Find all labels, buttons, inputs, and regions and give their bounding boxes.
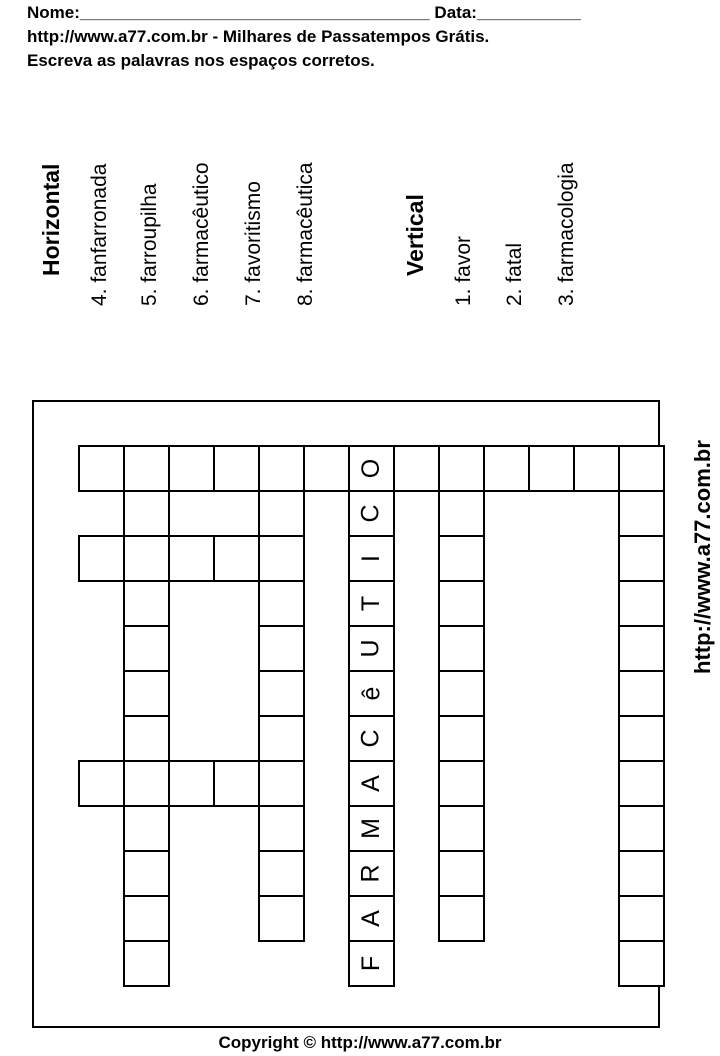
grid-cell[interactable] [618,715,665,762]
grid-cell[interactable] [123,895,170,942]
grid-cell[interactable] [168,445,215,492]
grid-cell[interactable] [438,625,485,672]
grid-cell[interactable] [123,580,170,627]
cell-letter: T [357,595,385,612]
grid-cell[interactable] [618,895,665,942]
grid-cell[interactable] [618,535,665,582]
grid-cell[interactable] [438,715,485,762]
grid-cell-filled [348,895,395,942]
grid-cell[interactable] [618,580,665,627]
grid-cell-filled [348,940,395,987]
clue-vertical-3: 3. farmacologia [555,162,578,306]
grid-cell-filled [348,535,395,582]
grid-cell[interactable] [78,445,125,492]
grid-cell-filled [348,850,395,897]
clue-vertical-2: 2. fatal [503,242,526,306]
grid-cell[interactable] [303,445,350,492]
side-url: http://www.a77.com.br [690,440,715,674]
grid-cell[interactable] [618,805,665,852]
grid-cell-filled [348,805,395,852]
grid-cell[interactable] [258,715,305,762]
clue-horizontal-7: 7. favoritismo [242,181,265,306]
grid-cell[interactable] [258,580,305,627]
site-title: http://www.a77.com.br - Milhares de Passatempos Grátis. [27,27,490,46]
grid-cell[interactable] [438,445,485,492]
grid-cell[interactable] [123,805,170,852]
vertical-heading: Vertical [402,194,428,276]
cell-letter: ê [357,686,385,701]
grid-cell[interactable] [168,535,215,582]
grid-cell[interactable] [528,445,575,492]
grid-cell-filled [348,715,395,762]
instructions: Escreva as palavras nos espaços corretos. [27,51,375,70]
copyright-footer: Copyright © http://www.a77.com.br [218,1033,502,1052]
grid-cell[interactable] [123,445,170,492]
cell-letter: M [356,818,385,839]
grid-cell[interactable] [168,760,215,807]
clue-horizontal-8: 8. farmacêutica [294,162,317,306]
grid-cell[interactable] [618,670,665,717]
horizontal-heading: Horizontal [38,163,64,276]
grid-cell-filled [348,445,395,492]
grid-cell[interactable] [123,535,170,582]
grid-cell[interactable] [438,535,485,582]
grid-cell-filled [348,580,395,627]
grid-cell[interactable] [438,490,485,537]
grid-cell[interactable] [213,760,260,807]
grid-cell[interactable] [123,940,170,987]
grid-cell[interactable] [258,670,305,717]
grid-cell[interactable] [618,490,665,537]
clue-horizontal-4: 4. fanfarronada [88,163,111,306]
grid-cell[interactable] [438,670,485,717]
grid-cell[interactable] [438,580,485,627]
grid-cell-filled [348,760,395,807]
grid-cell[interactable] [393,445,440,492]
grid-cell[interactable] [123,715,170,762]
grid-cell-filled [348,670,395,717]
cell-letter: C [357,729,385,748]
cell-letter: U [357,639,385,658]
grid-cell[interactable] [213,535,260,582]
cell-letter: O [356,458,385,479]
grid-cell[interactable] [438,805,485,852]
cell-letter: A [357,910,385,927]
cell-letter: F [357,955,385,972]
cell-letter: R [357,864,385,883]
grid-cell[interactable] [618,940,665,987]
grid-cell[interactable] [123,625,170,672]
cell-letter: A [357,775,385,792]
clue-horizontal-5: 5. farroupilha [138,183,161,306]
grid-cell[interactable] [123,850,170,897]
grid-cell[interactable] [258,490,305,537]
grid-cell[interactable] [213,445,260,492]
grid-cell[interactable] [258,625,305,672]
grid-cell[interactable] [438,895,485,942]
grid-cell[interactable] [258,895,305,942]
grid-cell[interactable] [78,760,125,807]
cell-letter: C [357,504,385,523]
grid-cell[interactable] [258,760,305,807]
grid-cell[interactable] [123,670,170,717]
grid-cell-filled [348,490,395,537]
grid-cell[interactable] [258,535,305,582]
grid-cell[interactable] [573,445,620,492]
grid-cell-filled [348,625,395,672]
clue-vertical-1: 1. favor [452,235,475,306]
clue-horizontal-6: 6. farmacêutico [190,162,213,306]
grid-cell[interactable] [618,445,665,492]
grid-cell[interactable] [258,805,305,852]
grid-cell[interactable] [618,850,665,897]
grid-cell[interactable] [123,490,170,537]
name-date-line: Nome:_____________________________________ Data:___________ [27,3,581,22]
grid-cell[interactable] [258,850,305,897]
grid-cell[interactable] [258,445,305,492]
grid-cell[interactable] [438,850,485,897]
grid-cell[interactable] [483,445,530,492]
cell-letter: I [356,555,385,562]
grid-cell[interactable] [438,760,485,807]
grid-cell[interactable] [123,760,170,807]
grid-cell[interactable] [78,535,125,582]
grid-cell[interactable] [618,625,665,672]
grid-cell[interactable] [618,760,665,807]
